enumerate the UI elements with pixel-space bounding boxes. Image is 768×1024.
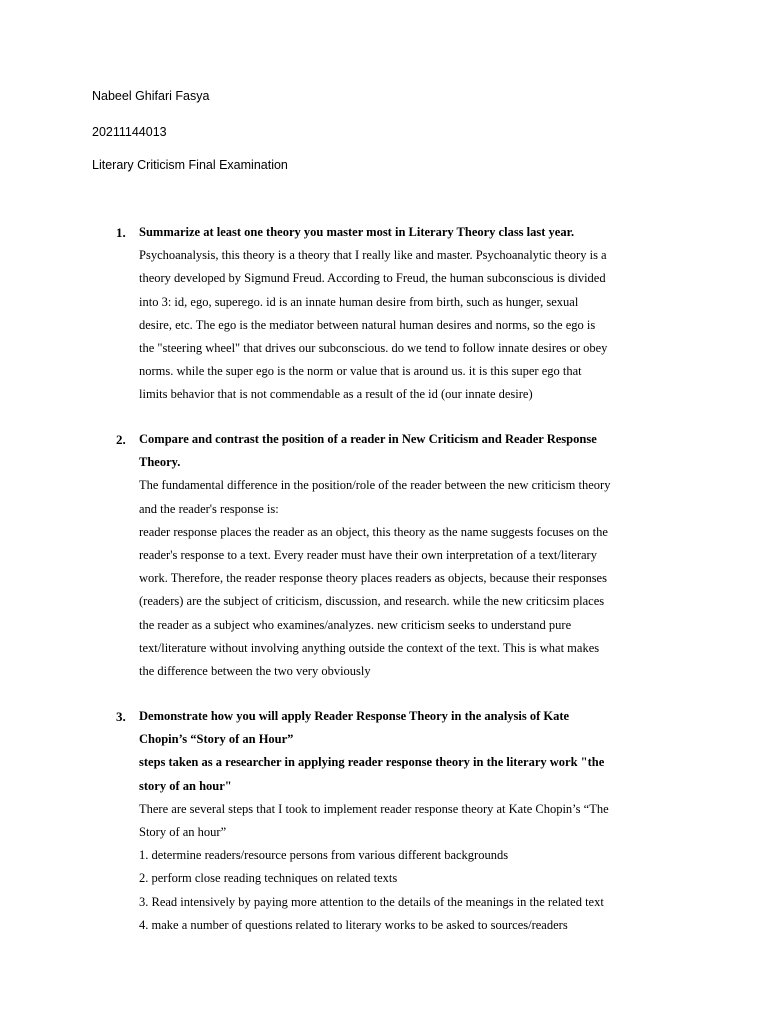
exam-title: Literary Criticism Final Examination	[92, 158, 288, 172]
question-3-answer-line: 3. Read intensively by paying more attention to the details of the meanings in the related text	[139, 894, 604, 909]
question-2-prompt-line: Compare and contrast the position of a reader in New Criticism and Reader Response	[139, 432, 597, 446]
question-3	[139, 705, 684, 937]
question-3-answer-line: 4. make a number of questions related to literary works to be asked to sources/readers	[139, 917, 568, 932]
question-1-answer-line: desire, etc. The ego is the mediator between natural human desires and norms, so the ego is	[139, 317, 596, 332]
question-2-answer-line: work. Therefore, the reader response theory places readers as objects, because their responses	[139, 571, 607, 586]
question-2-answer-line: The fundamental difference in the position/role of the reader between the new criticism theory	[139, 478, 611, 493]
question-1-answer-line: limits behavior that is not commendable as a result of the id (our innate desire)	[139, 387, 533, 402]
question-1	[139, 221, 684, 407]
question-2-answer-line: text/literature without involving anything outside the context of the text. This is what makes	[139, 640, 600, 655]
question-3-prompt-line: steps taken as a researcher in applying reader response theory in the literary work "the	[139, 755, 605, 770]
student-id: 20211144013	[92, 125, 167, 139]
question-3-prompt-line: Chopin’s “Story of an Hour”	[139, 732, 294, 747]
question-3-prompt-line: story of an hour"	[139, 778, 232, 793]
question-2-answer-line: the reader as a subject who examines/analyzes. new criticism seeks to understand pure	[139, 617, 572, 632]
question-number-1: 1.	[116, 225, 126, 240]
question-2	[139, 428, 684, 683]
question-number-2: 2.	[116, 432, 126, 447]
question-2-prompt-line: Theory.	[139, 455, 181, 470]
question-1-answer-line: theory developed by Sigmund Freud. According to Freud, the human subconscious is divided	[139, 271, 606, 286]
question-1-answer-line: Psychoanalysis, this theory is a theory that I really like and master. Psychoanalytic theory is a	[139, 248, 607, 263]
question-2-answer-line: reader response places the reader as an object, this theory as the name suggests focuses on the	[139, 524, 608, 539]
question-3-prompt-line: Demonstrate how you will apply Reader Response Theory in the analysis of Kate	[139, 709, 570, 723]
question-2-answer-line: and the reader's response is:	[139, 501, 279, 516]
question-2-answer-line: the difference between the two very obviously	[139, 664, 371, 679]
question-1-answer-line: into 3: id, ego, superego. id is an innate human desire from birth, such as hunger, sexual	[139, 294, 579, 309]
question-3-answer-line: There are several steps that I took to implement reader response theory at Kate Chopin’s “The	[139, 801, 609, 816]
question-3-answer-line: 2. perform close reading techniques on related texts	[139, 871, 398, 886]
question-number-3: 3.	[116, 709, 126, 724]
question-1-answer-line: norms. while the super ego is the norm or value that is around us. it is this super ego that	[139, 364, 582, 379]
question-2-answer-line: reader's response to a text. Every reader must have their own interpretation of a text/literary	[139, 548, 597, 563]
question-2-answer-line: (readers) are the subject of criticism, discussion, and research. while the new criticsim places	[139, 594, 605, 609]
student-name: Nabeel Ghifari Fasya	[92, 89, 210, 103]
question-1-answer-line: the "steering wheel" that drives our subconscious. do we tend to follow innate desires or obey	[139, 341, 608, 356]
question-3-answer-line: Story of an hour”	[139, 825, 227, 840]
question-1-prompt-line: Summarize at least one theory you master most in Literary Theory class last year.	[139, 225, 575, 239]
question-3-answer-line: 1. determine readers/resource persons from various different backgrounds	[139, 848, 509, 863]
